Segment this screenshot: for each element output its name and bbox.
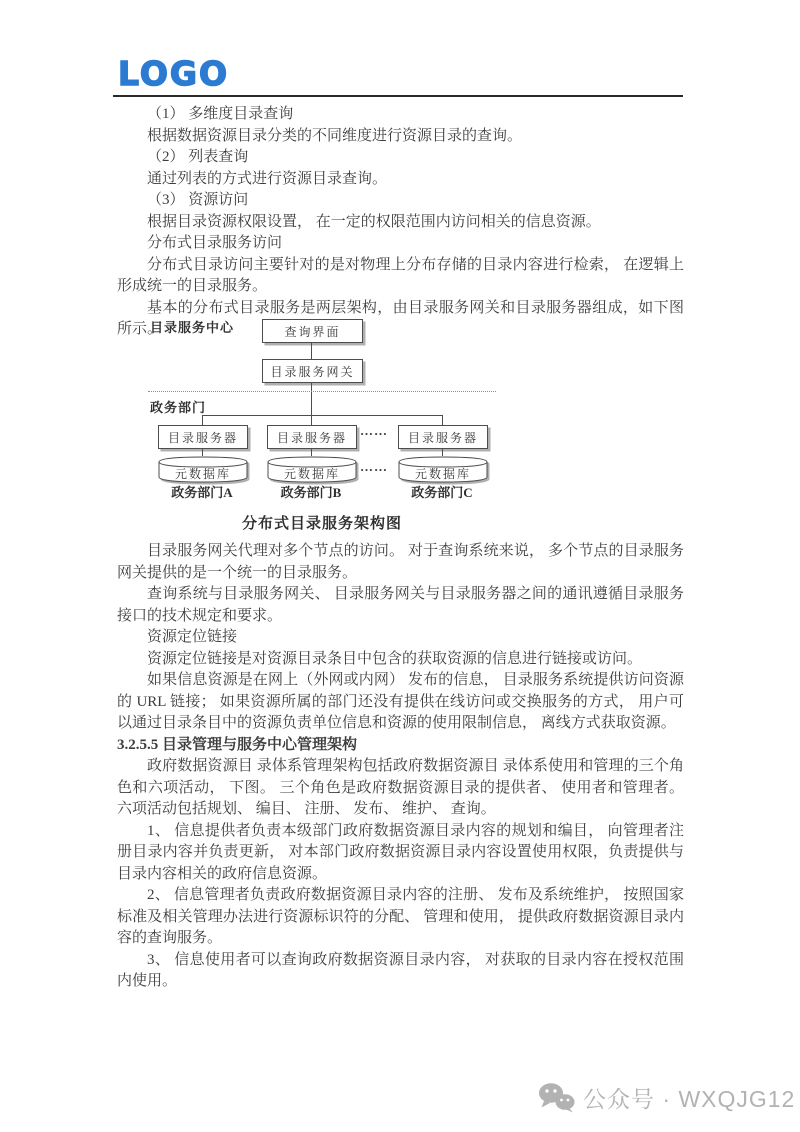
connector-line bbox=[311, 342, 312, 359]
zone-label-directory-service-center: 目录服务中心 bbox=[150, 320, 235, 335]
wechat-icon bbox=[538, 1082, 575, 1113]
wechat-account-label: 公众号 · WXQJG12 bbox=[583, 1086, 796, 1112]
directory-server-box-a: 目录服务器 bbox=[158, 425, 248, 449]
paragraph: 3、 信息使用者可以查询政府数据资源目录内容， 对获取的目录内容在授权范围内使用。 bbox=[117, 951, 684, 989]
paragraph: 分布式目录访问主要针对的是对物理上分布存储的目录内容进行检索， 在逻辑上形成统一的目录服务。 bbox=[117, 256, 684, 294]
metadata-database-cylinder-c bbox=[398, 456, 488, 483]
connector-line bbox=[311, 382, 312, 426]
section-heading: 3.2.5.5 目录管理与服务中心管理架构 bbox=[117, 736, 358, 753]
ellipsis: …… bbox=[360, 423, 388, 438]
dept-label-b: 政务部门B bbox=[280, 485, 342, 500]
directory-server-box-c: 目录服务器 bbox=[398, 425, 488, 449]
paragraph: 根据数据资源目录分类的不同维度进行资源目录的查询。 bbox=[147, 127, 523, 144]
zone-label-government-departments: 政务部门 bbox=[150, 400, 207, 415]
cylinder-label: 元数据库 bbox=[174, 467, 231, 481]
connector-line bbox=[311, 448, 312, 456]
paragraph: 资源定位链接是对资源目录条目中包含的获取资源的信息进行链接或访问。 bbox=[147, 650, 643, 667]
dept-label-c: 政务部门C bbox=[411, 485, 473, 500]
paragraph: 1、 信息提供者负责本级部门政府数据资源目录内容的规划和编目， 向管理者注册目录内容并负责更新， 对本部门政府数据资源目录内容设置使用权限，负责提供与目录内容相关的政府信息资源。 bbox=[117, 822, 684, 882]
paragraph: 通过列表的方式进行资源目录查询。 bbox=[147, 170, 388, 187]
paragraph: 基本的分布式目录服务是两层架构，由目录服务网关和目录服务器组成，如下图所示。 bbox=[117, 299, 684, 337]
body-text-top bbox=[117, 104, 684, 341]
paragraph: 资源定位链接 bbox=[147, 629, 238, 645]
paragraph: 目录服务网关代理对多个节点的访问。 对于查询系统来说， 多个节点的目录服务网关提供的是一个统一的目录服务。 bbox=[117, 543, 684, 581]
wechat-footer bbox=[538, 1081, 795, 1114]
dept-label-a: 政务部门A bbox=[171, 485, 233, 500]
logo: LOGO bbox=[118, 54, 230, 93]
paragraph: （3） 资源访问 bbox=[147, 192, 249, 208]
connector-line bbox=[442, 448, 443, 456]
metadata-database-cylinder-b bbox=[267, 456, 357, 483]
body-text-bottom bbox=[117, 541, 684, 993]
diagram-caption: 分布式目录服务架构图 bbox=[241, 516, 402, 532]
header-rule bbox=[113, 95, 683, 97]
paragraph: 如果信息资源是在网上（外网或内网） 发布的信息， 目录服务系统提供访问资源的 URL 链接； 如果资源所属的部门还没有提供在线访问或交换服务的方式， 用户可以通过目录条目中的资源负责单位信息和资源的使用限制信息， 离线方式获取资源。 bbox=[117, 672, 684, 731]
zone-divider-dotted-line bbox=[148, 391, 496, 392]
connector-line bbox=[202, 448, 203, 456]
directory-server-box-b: 目录服务器 bbox=[267, 425, 357, 449]
paragraph: 分布式目录服务访问 bbox=[147, 235, 283, 251]
connector-line bbox=[202, 415, 443, 416]
architecture-diagram bbox=[0, 315, 800, 515]
ellipsis: …… bbox=[360, 459, 388, 474]
query-interface-box: 查询界面 bbox=[262, 319, 363, 343]
metadata-database-cylinder-a bbox=[158, 456, 248, 483]
directory-gateway-box: 目录服务网关 bbox=[262, 359, 363, 383]
paragraph: （1） 多维度目录查询 bbox=[147, 106, 294, 122]
paragraph: 根据目录资源权限设置， 在一定的权限范围内访问相关的信息资源。 bbox=[147, 213, 601, 230]
paragraph: 政府数据资源目 录体系管理架构包括政府数据资源目 录体系使用和管理的三个角色和六项活动， 下图。 三个角色是政府数据资源目录的提供者、 使用者和管理者。 六项活动包括规划、 编目、 注册、 发布、 维护、 查询。 bbox=[117, 758, 684, 817]
cylinder-label: 元数据库 bbox=[414, 467, 471, 481]
paragraph: （2） 列表查询 bbox=[147, 149, 249, 165]
paragraph: 查询系统与目录服务网关、 目录服务网关与目录服务器之间的通讯遵循目录服务接口的技术规定和要求。 bbox=[117, 586, 684, 624]
cylinder-label: 元数据库 bbox=[283, 467, 340, 481]
paragraph: 2、 信息管理者负责政府数据资源目录内容的注册、 发布及系统维护， 按照国家标准及相关管理办法进行资源标识符的分配、 管理和使用， 提供政府数据资源目录内容的查询服务。 bbox=[117, 887, 684, 946]
